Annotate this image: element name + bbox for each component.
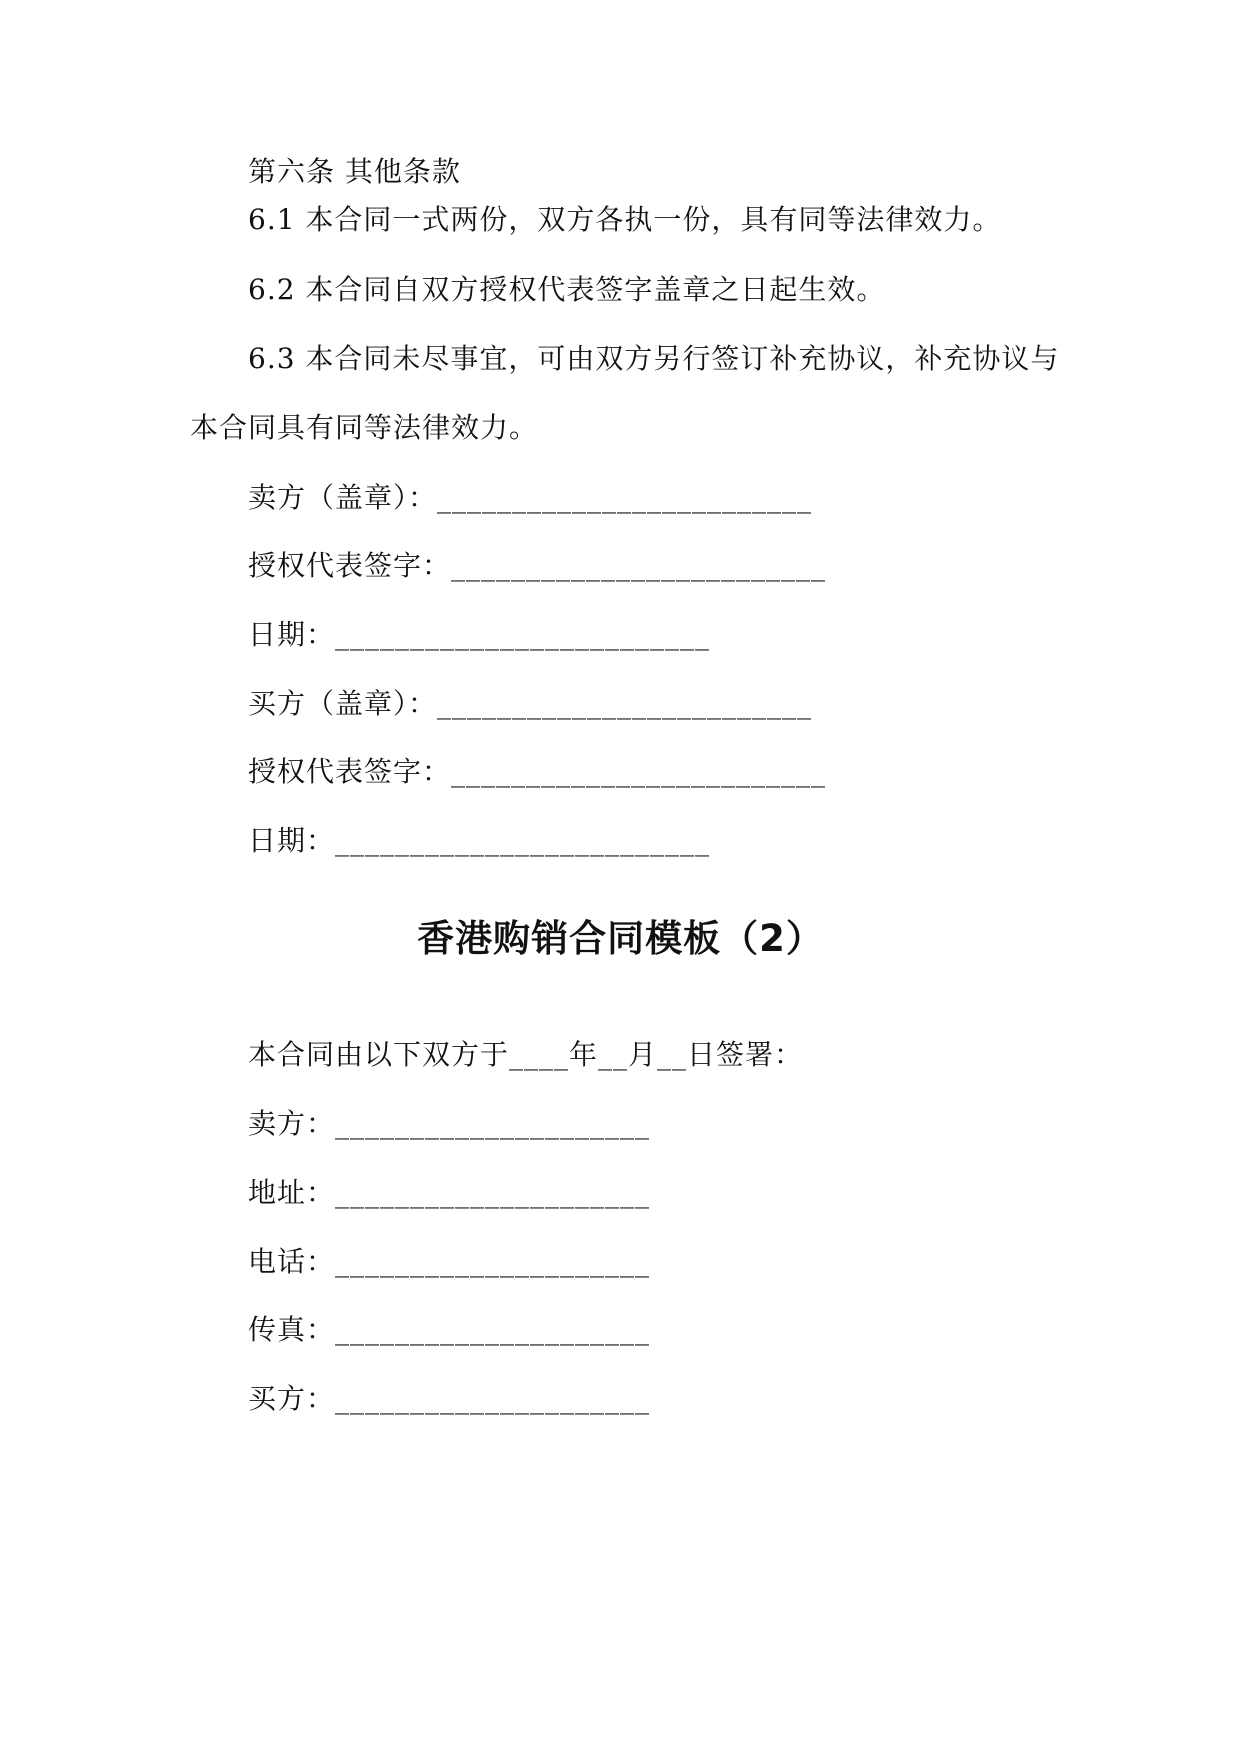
clause-6-2: 6.2 本合同自双方授权代表签字盖章之日起生效。: [248, 273, 886, 306]
document-title: 香港购销合同模板（2）: [417, 917, 824, 960]
phone-field: 电话：_____________________: [248, 1245, 651, 1278]
seller-seal-field: 卖方（盖章）：_________________________: [248, 481, 813, 514]
section-heading: 第六条 其他条款: [248, 155, 461, 188]
fax-field: 传真：_____________________: [248, 1313, 651, 1346]
buyer-date-field: 日期：_________________________: [248, 824, 711, 857]
clause-6-3-continuation: 本合同具有同等法律效力。: [190, 411, 539, 444]
seller-rep-signature-field: 授权代表签字：_________________________: [248, 549, 827, 582]
seller-date-field: 日期：_________________________: [248, 618, 711, 651]
clause-6-3: 6.3 本合同未尽事宜，可由双方另行签订补充协议，补充协议与: [248, 342, 1060, 375]
buyer-seal-field: 买方（盖章）：_________________________: [248, 687, 813, 720]
buyer-rep-signature-field: 授权代表签字：_________________________: [248, 755, 827, 788]
address-field: 地址：_____________________: [248, 1176, 651, 1209]
seller-field: 卖方：_____________________: [248, 1107, 651, 1140]
intro-line: 本合同由以下双方于____年__月__日签署：: [248, 1038, 804, 1071]
clause-6-1: 6.1 本合同一式两份，双方各执一份，具有同等法律效力。: [248, 203, 1002, 236]
buyer-field: 买方：_____________________: [248, 1382, 651, 1415]
